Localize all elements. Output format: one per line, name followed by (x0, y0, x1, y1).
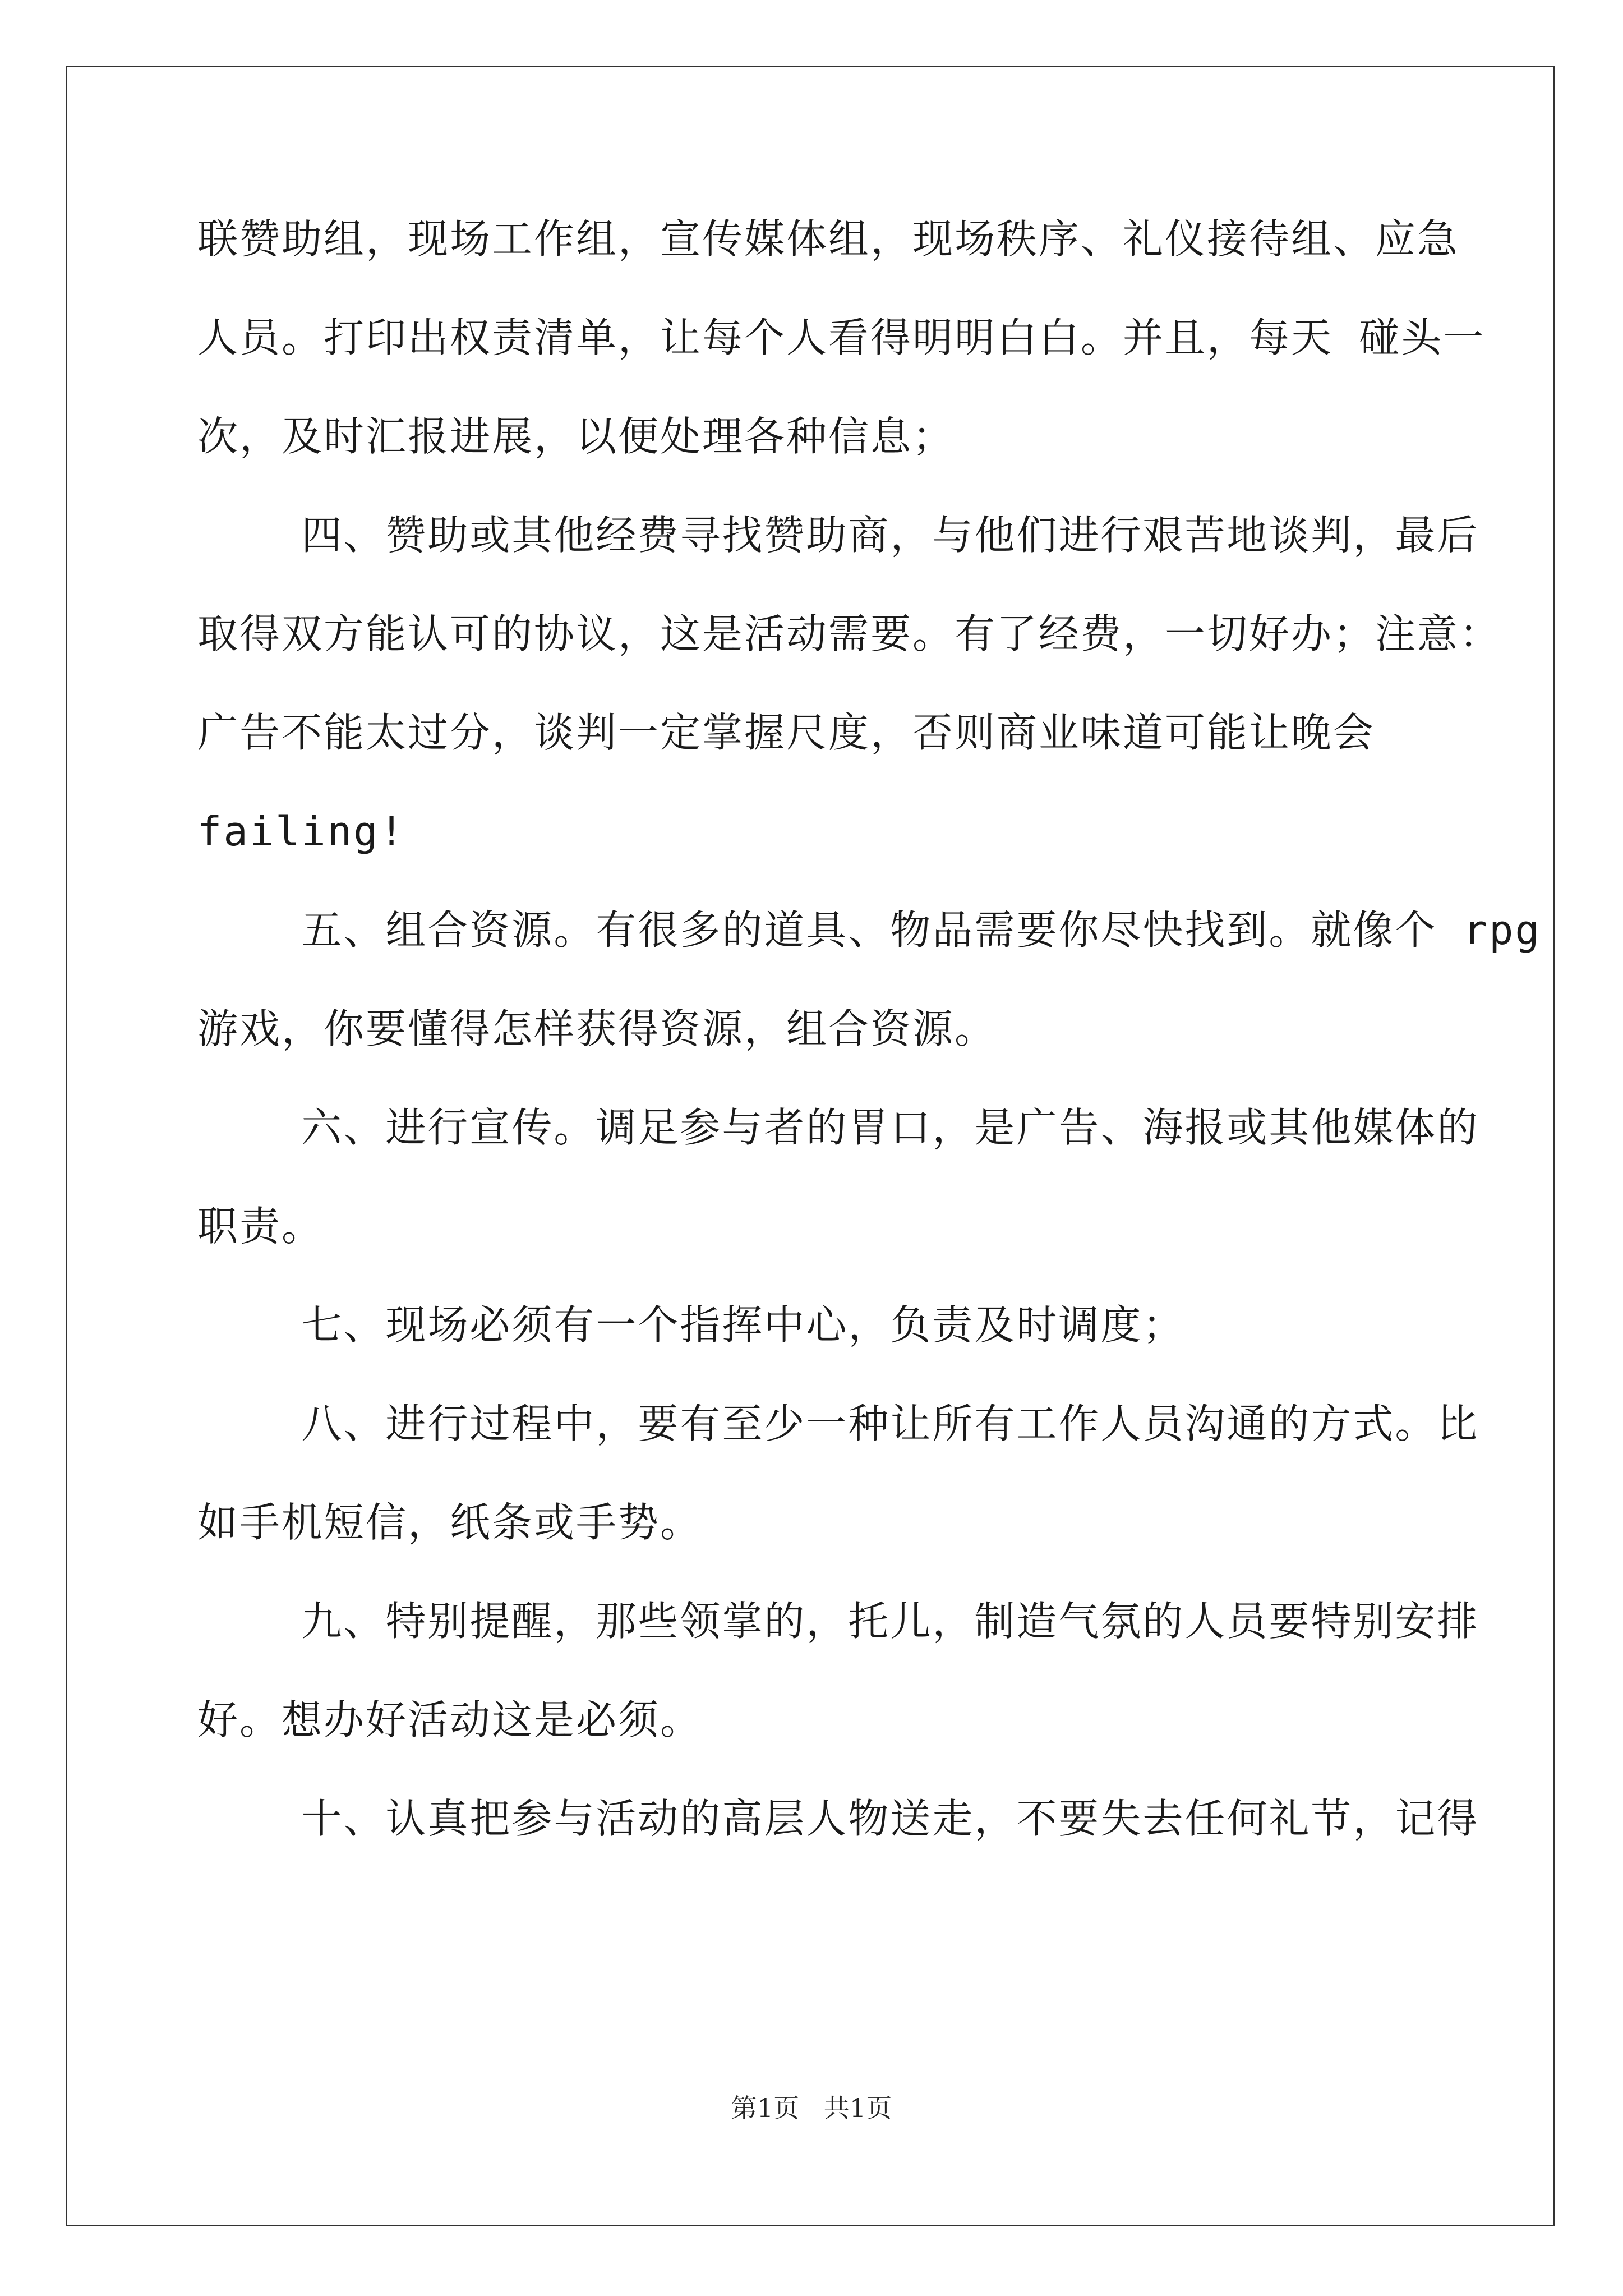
text-line: 五、组合资源。有很多的道具、物品需要你尽快找到。就像个 rpg (197, 907, 1541, 954)
text-line: 九、特别提醒，那些领掌的，托儿，制造气氛的人员要特别安排 (197, 1598, 1479, 1645)
text-line: 八、进行过程中，要有至少一种让所有工作人员沟通的方式。比 (197, 1400, 1479, 1447)
text-line: 广告不能太过分，谈判一定掌握尺度，否则商业味道可能让晚会 (197, 709, 1376, 756)
text-line: 四、赞助或其他经费寻找赞助商，与他们进行艰苦地谈判，最后 (197, 512, 1479, 559)
document-body (197, 215, 1541, 1842)
text-line: 取得双方能认可的协议，这是活动需要。有了经费，一切好办；注意： (197, 610, 1502, 657)
text-line: 联赞助组，现场工作组，宣传媒体组，现场秩序、礼仪接待组、应急 (197, 215, 1460, 263)
page-footer: 第1页 共1页 (731, 2093, 892, 2123)
text-line: 职责。 (197, 1203, 324, 1250)
text-line: 如手机短信，纸条或手势。 (197, 1499, 703, 1546)
text-line: 六、进行宣传。调足参与者的胃口，是广告、海报或其他媒体的 (197, 1104, 1479, 1151)
text-line: 次，及时汇报进展，以便处理各种信息； (197, 413, 955, 460)
text-line: 十、认真把参与活动的高层人物送走，不要失去任何礼节，记得 (197, 1795, 1479, 1842)
text-line: 好。想办好活动这是必须。 (197, 1696, 703, 1743)
text-line: failing! (197, 808, 405, 855)
text-line: 游戏，你要懂得怎样获得资源，组合资源。 (197, 1005, 997, 1052)
text-line: 七、现场必须有一个指挥中心，负责及时调度； (197, 1301, 1185, 1349)
text-line: 人员。打印出权责清单，让每个人看得明明白白。并且，每天 碰头一 (197, 314, 1486, 361)
